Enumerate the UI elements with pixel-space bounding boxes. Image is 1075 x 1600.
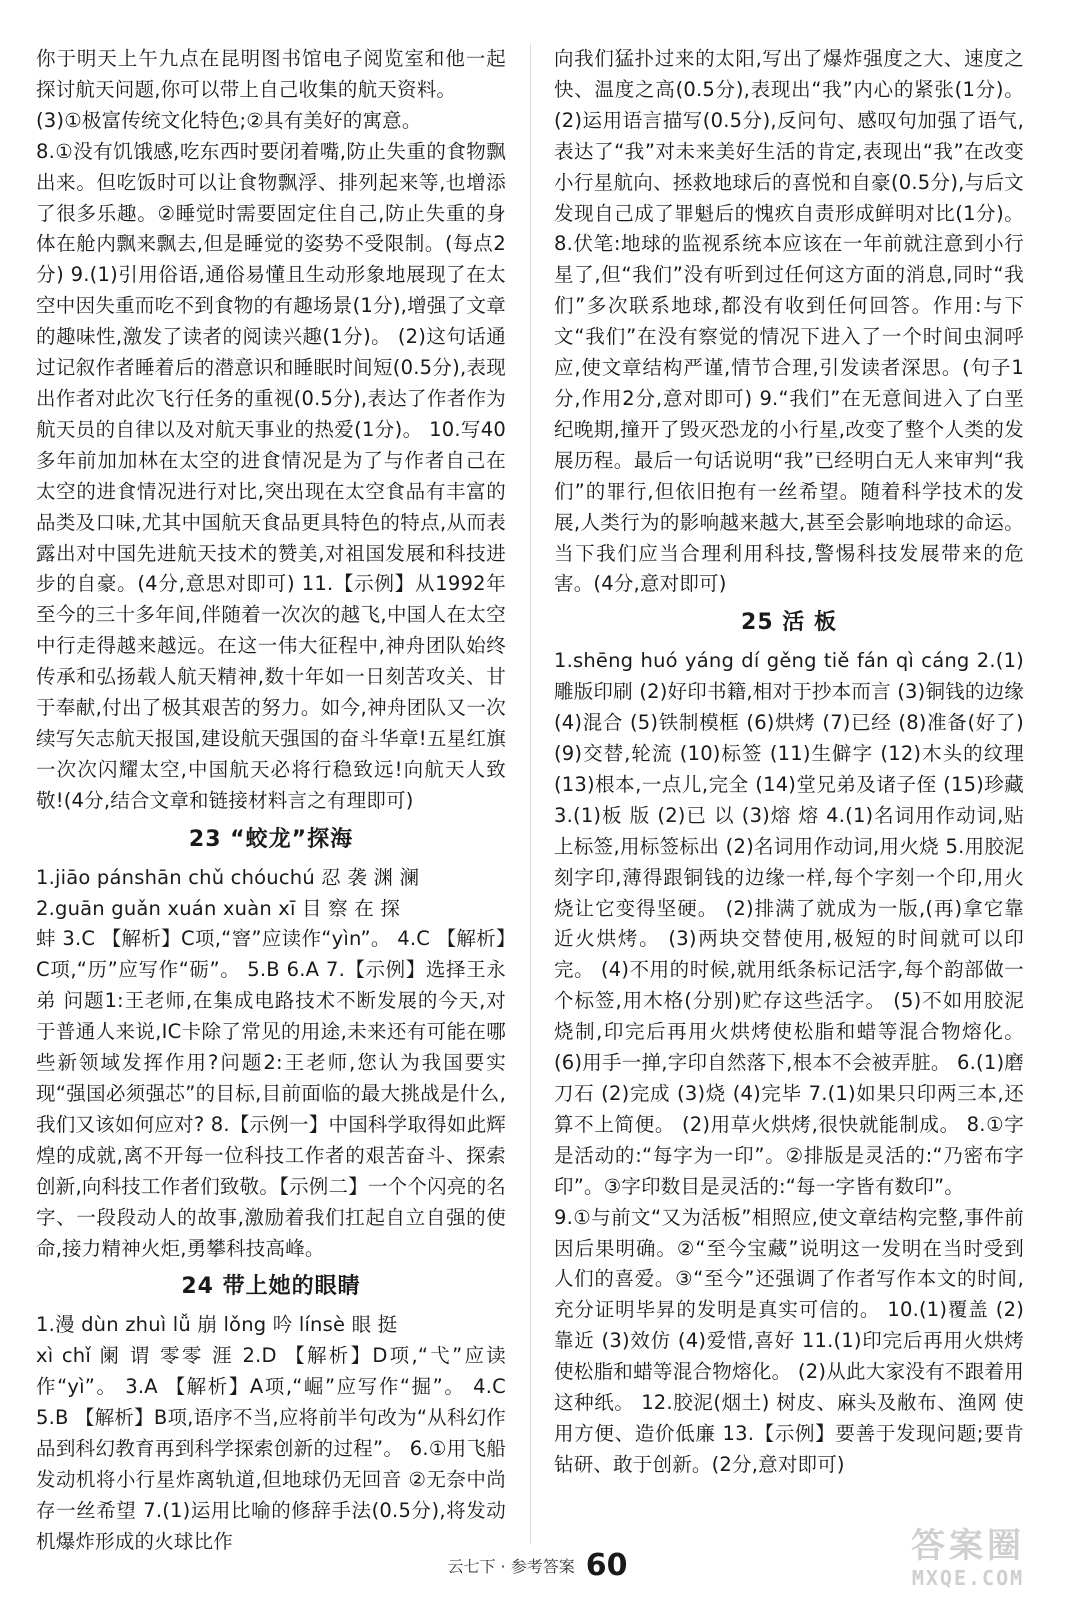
paragraph: 向我们猛扑过来的太阳,写出了爆炸强度之大、速度之快、温度之高(0.5分),表现出“我”内心的紧张(1分)。(2)运用语言描写(0.5分),反问句、感叹句加强了语气,表达了“我”对未来美好生活的肯定,表现出“我”在改变小行星航向、拯救地球后的喜悦和自豪(0.5分),与后文发现自己成了罪魁后的愧疚自责形成鲜明对比(1分)。 8.伏笔:地球的监视系统本应该在一年前就注意到小行星了,但“我们”没有听到过任何这方面的消息,同时“我们”多次联系地球,都没有收到任何回答。作用:与下文“我们”在没有察觉的情况下进入了一个时间虫洞呼应,使文章结构严谨,情节合理,引发读者深思。(句子1分,作用2分,意对即可) 9.“我们”在无意间进入了白垩纪晚期,撞开了毁灭恐龙的小行星,改变了整个人类的发展历程。最后一句话说明“我”已经明白无人来审判“我们”的罪行,但依旧抱有一丝希望。随着科学技术的发展,人类行为的影响越来越大,甚至会影响地球的命运。当下我们应当合理利用科技,警惕科技发展带来的危害。(4分,意对即可) [554,47,1024,596]
footer-label: 云七下 · 参考答案 [447,1557,575,1576]
paragraph: 蚌 3.C 【解析】C项,“窨”应读作“yìn”。 4.C 【解析】C项,“历”应写作“砺”。 5.B 6.A 7.【示例】选择王永弟 问题1:王老师,在集成电路技术不断发展的今天,对于普通人来说,IC卡除了常见的用途,未来还有可能在哪些新领域发挥作用?问题2:王老师,您认为我国要实现“强国必须强芯”的目标,目前面临的最大挑战是什么,我们又该如何应对? 8.【示例一】中国科学取得如此辉煌的成就,离不开每一位科技工作者的艰苦奋斗、探索创新,向科技工作者们致敬。【示例二】一个个闪亮的名字、一段段动人的故事,激励着我们扛起自立自强的使命,接力精神火炬,勇攀科技高峰。 [36,927,506,1260]
paragraph: 2.guān guǎn xuán xuàn xī 目 察 在 探 [36,896,401,920]
paragraph: 8.①没有饥饿感,吃东西时要闭着嘴,防止失重的食物飘出来。但吃饭时可以让食物飘浮、排列起来等,也增添了很多乐趣。②睡觉时需要固定住自己,防止失重的身体在舱内飘来飘去,但是睡觉的姿势不受限制。(每点2分) 9.(1)引用俗语,通俗易懂且生动形象地展现了在太空中因失重而吃不到食物的有趣场景(1分),增强了文章的趣味性,激发了读者的阅读兴趣(1分)。 (2)这句话通过记叙作者睡着后的潜意识和睡眠时间短(0.5分),表现出作者对此次飞行任务的重视(0.5分),表达了作者作为航天员的自律以及对航天事业的热爱(1分)。 10.写40多年前加加林在太空的进食情况是为了与作者自己在太空的进食情况进行对比,突出现在太空食品有丰富的品类及口味,尤其中国航天食品更具特色的特点,从而表露出对中国先进航天技术的赞美,对祖国发展和科技进步的自豪。(4分,意思对即可) 11.【示例】从1992年至今的三十多年间,伴随着一次次的越飞,中国人在太空中行走得越来越远。在这一伟大征程中,神舟团队始终传承和弘扬载人航天精神,数十年如一日刻苦攻关、甘于奉献,付出了极其艰苦的努力。如今,神舟团队又一次续写矢志航天报国,建设航天强国的奋斗华章!五星红旗一次次闪耀太空,中国航天必将行稳致远!向航天人致敬!(4分,结合文章和链接材料言之有理即可) [36,139,506,812]
paragraph: 9.①与前文“又为活板”相照应,使文章结构完整,事件前因后果明确。②“至今宝藏”说明这一发明在当时受到人们的喜爱。③“至今”还强调了作者写作本文的时间,充分证明毕昇的发明是真实可信的。 10.(1)覆盖 (2)靠近 (3)效仿 (4)爱惜,喜好 11.(1)印完后再用火烘烤使松脂和蜡等混合物熔化。 (2)从此大家没有不跟着用这种纸。 12.胶泥(烟土) 树皮、麻头及敝布、渔网 使用方便、造价低廉 13.【示例】要善于发现问题;要肯钻研、敢于创新。(2分,意对即可) [554,1205,1024,1476]
watermark-logo: 答案圈 [911,1526,1025,1566]
paragraph: 你于明天上午九点在昆明图书馆电子阅览室和他一起探讨航天问题,你可以带上自己收集的航天资料。 [36,47,506,101]
left-column [36,44,506,1558]
section-title-24: 24 带上她的眼睛 [181,1274,361,1300]
paragraph: 1.shēng huó yáng dí gěng tiě fán qì cáng 2.(1)雕版印刷 (2)好印书籍,相对于抄本而言 (3)铜钱的边缘 (4)混合 (5)铁制模框 (6)烘烤 (7)已经 (8)准备(好了) (9)交替,轮流 (10)标签 (11)生僻字 (12)木头的纹理 (13)根本,一点儿,完全 (14)堂兄弟及诸子侄 (15)珍藏 3.(1)板 版 (2)已 以 (3)熔 熔 4.(1)名词用作动词,贴上标签,用标签标出 (2)名词用作动词,用火烧 5.用胶泥刻字印,薄得跟铜钱的边缘一样,每个字刻一个印,用火烧让它变得坚硬。 (2)排满了就成为一版,(再)拿它靠近火烘烤。 (3)两块交替使用,极短的时间就可以印完。 (4)不用的时候,就用纸条标记活字,每个韵部做一个标签,用木格(分别)贮存这些活字。 (5)不如用胶泥烧制,印完后再用火烘烤使松脂和蜡等混合物熔化。 (6)用手一掸,字印自然落下,根本不会被弄脏。 6.(1)磨刀石 (2)完成 (3)烧 (4)完毕 7.(1)如果只印两三本,还算不上简便。 (2)用草火烘烤,很快就能制成。 8.①字是活动的:“每字为一印”。②排版是灵活的:“乃密布字印”。③字印数目是灵活的:“每一字皆有数印”。 [554,649,1024,1198]
watermark [883,1526,1053,1596]
watermark-url: MXQE.COM [911,1566,1025,1590]
paragraph: xì chǐ 阑 谓 零零 涯 2.D 【解析】D项,“弋”应读作“yì”。 3.A 【解析】A项,“崛”应写作“掘”。 4.C 5.B 【解析】B项,语序不当,应将前半句改为“从科幻作品到科幻教育再到科学探索创新的过程”。 6.①用飞船发动机将小行星炸离轨道,但地球仍无回音 ②无奈中尚存一丝希望 7.(1)运用比喻的修辞手法(0.5分),将发动机爆炸形成的火球比作 [36,1344,506,1553]
section-title-25: 25 活 板 [741,610,837,636]
paragraph: 1.jiāo pánshān chǔ chóuchú 忍 袭 渊 澜 [36,865,420,889]
paragraph: 1.漫 dùn zhuì lǚ 崩 lǒng 吟 línsè 眼 挺 [36,1313,398,1337]
right-column [554,44,1024,1481]
page-number: 60 [585,1548,628,1583]
section-title-23: 23 “蛟龙”探海 [188,826,354,852]
column-divider [530,44,531,1544]
paragraph: (3)①极富传统文化特色;②具有美好的寓意。 [36,108,422,132]
